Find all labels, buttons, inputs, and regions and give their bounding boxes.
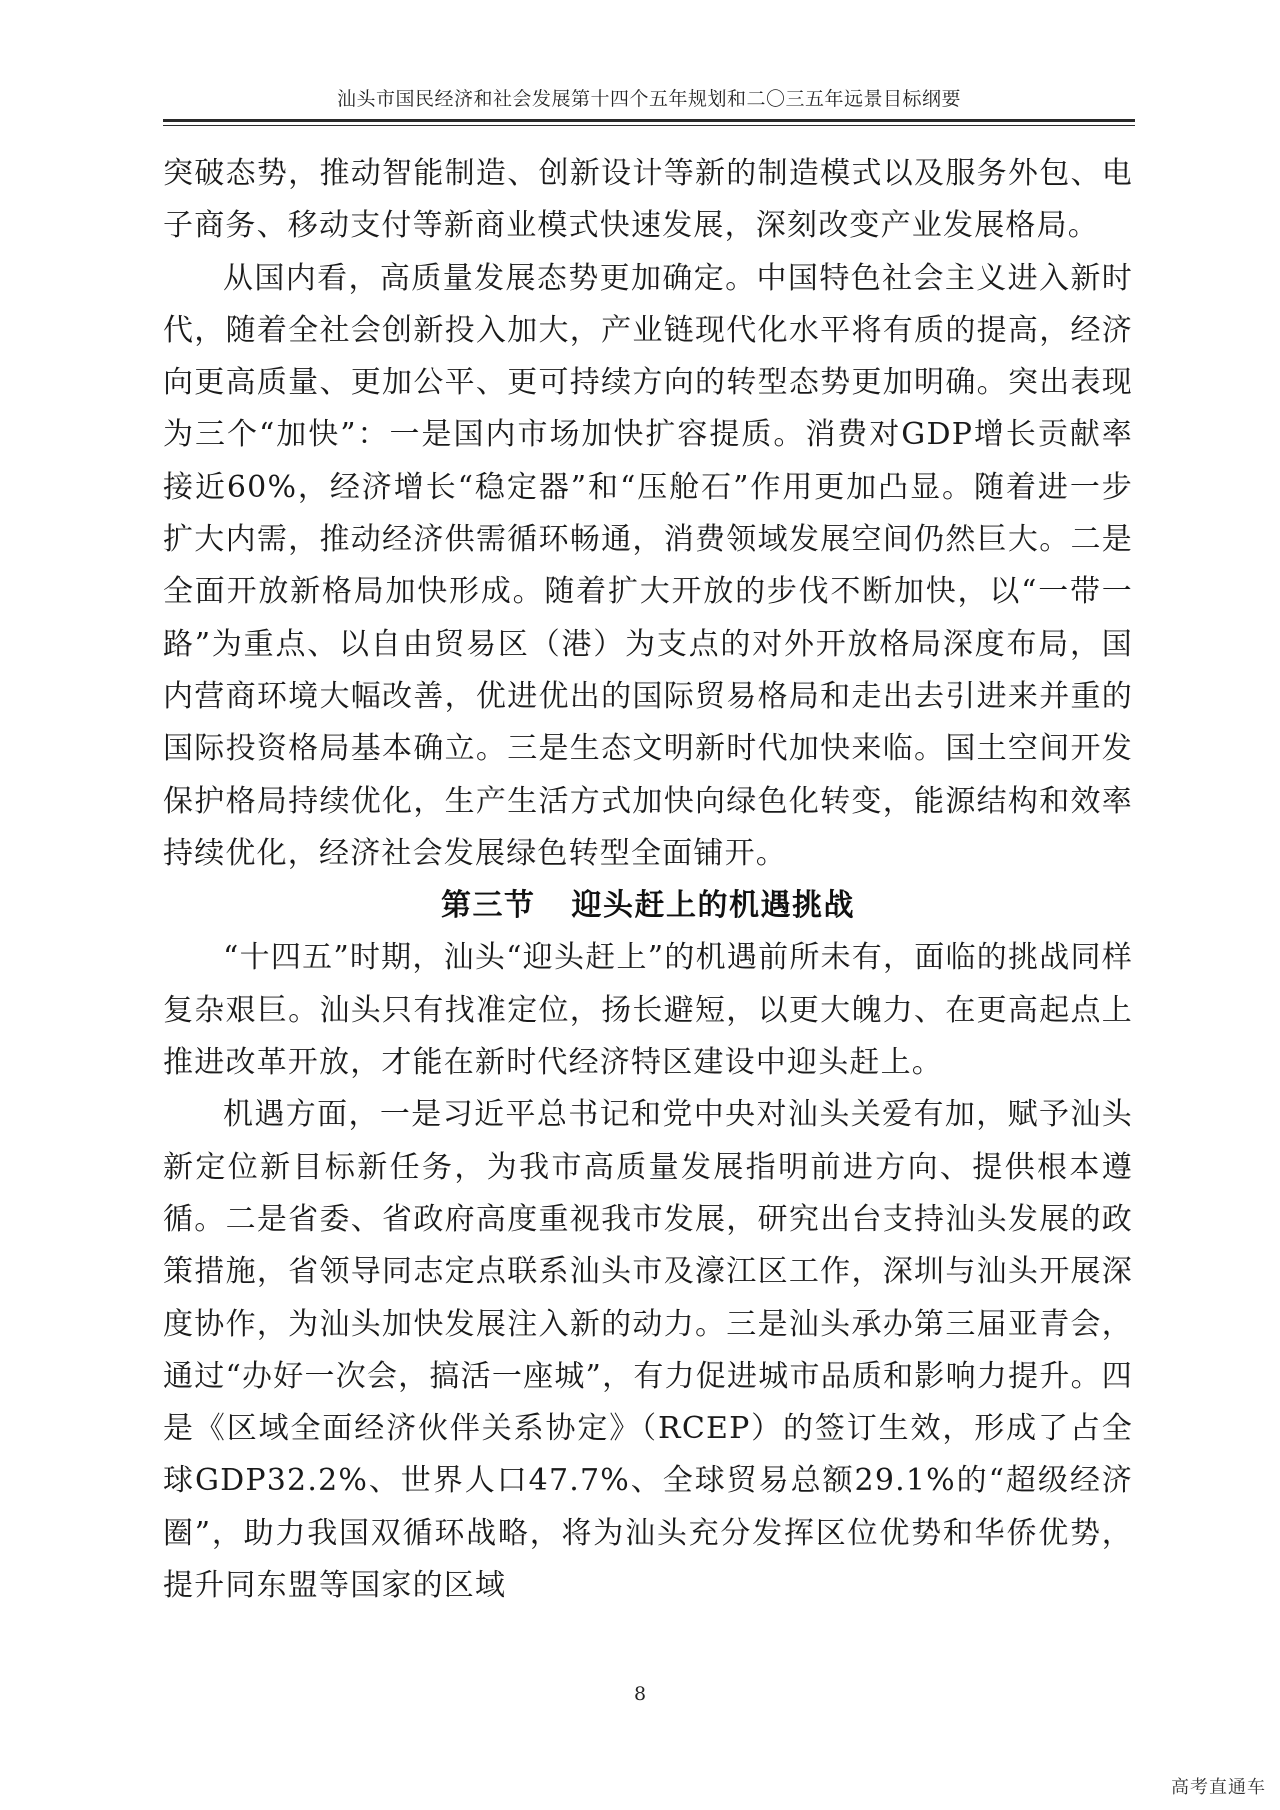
section-number: 第三节 bbox=[441, 888, 536, 924]
paragraph-opportunities: 机遇方面，一是习近平总书记和党中央对汕头关爱有加，赋予汕头新定位新目标新任务，为我市高质量发展指明前进方向、提供根本遵循。二是省委、省政府高度重视我市发展，研究出台支持汕头发展的政策措施，省领导同志定点联系汕头市及濠江区工作，深圳与汕头开展深度协作，为汕头加快发展注入新的动力。三是汕头承办第三届亚青会，通过“办好一次会，搞活一座城”，有力促进城市品质和影响力提升。四是《区域全面经济伙伴关系协定》（RCEP）的签订生效，形成了占全球GDP32.2%、世界人口47.7%、全球贸易总额29.1%的“超级经济圈”，助力我国双循环战略，将为汕头充分发挥区位优势和华侨优势，提升同东盟等国家的区域 bbox=[163, 1097, 1133, 1604]
running-header-title: 汕头市国民经济和社会发展第十四个五年规划和二〇三五年远景目标纲要 bbox=[336, 88, 961, 110]
paragraph-domestic-outlook: 从国内看，高质量发展态势更加确定。中国特色社会主义进入新时代，随着全社会创新投入加大，产业链现代化水平将有质的提高，经济向更高质量、更加公平、更可持续方向的转型态势更加明确。突出表现为三个“加快”：一是国内市场加快扩容提质。消费对GDP增长贡献率接近60%，经济增长“稳定器”和“压舱石”作用更加凸显。随着进一步扩大内需，推动经济供需循环畅通，消费领域发展空间仍然巨大。二是全面开放新格局加快形成。随着扩大开放的步伐不断加快，以“一带一路”为重点、以自由贸易区（港）为支点的对外开放格局深度布局，国内营商环境大幅改善，优进优出的国际贸易格局和走出去引进来并重的国际投资格局基本确立。三是生态文明新时代加快来临。国土空间开发保护格局持续优化，生产生活方式加快向绿色化转变，能源结构和效率持续优化，经济社会发展绿色转型全面铺开。 bbox=[163, 260, 1133, 871]
paragraph-fourteenth-five-year: “十四五”时期，汕头“迎头赶上”的机遇前所未有，面临的挑战同样复杂艰巨。汕头只有找准定位，扬长避短，以更大魄力、在更高起点上推进改革开放，才能在新时代经济特区建设中迎头赶上。 bbox=[163, 940, 1133, 1081]
paragraph-continuation: 突破态势，推动智能制造、创新设计等新的制造模式以及服务外包、电子商务、移动支付等新商业模式快速发展，深刻改变产业发展格局。 bbox=[163, 156, 1133, 244]
page-number: 8 bbox=[633, 1683, 647, 1705]
header-rule-thin bbox=[163, 125, 1135, 126]
header-rule bbox=[163, 119, 1135, 122]
section-heading bbox=[163, 880, 1133, 932]
section-title: 迎头赶上的机遇挑战 bbox=[571, 888, 855, 924]
watermark-text: 高考直通车 bbox=[1171, 1777, 1266, 1798]
body-text bbox=[163, 148, 1133, 1612]
